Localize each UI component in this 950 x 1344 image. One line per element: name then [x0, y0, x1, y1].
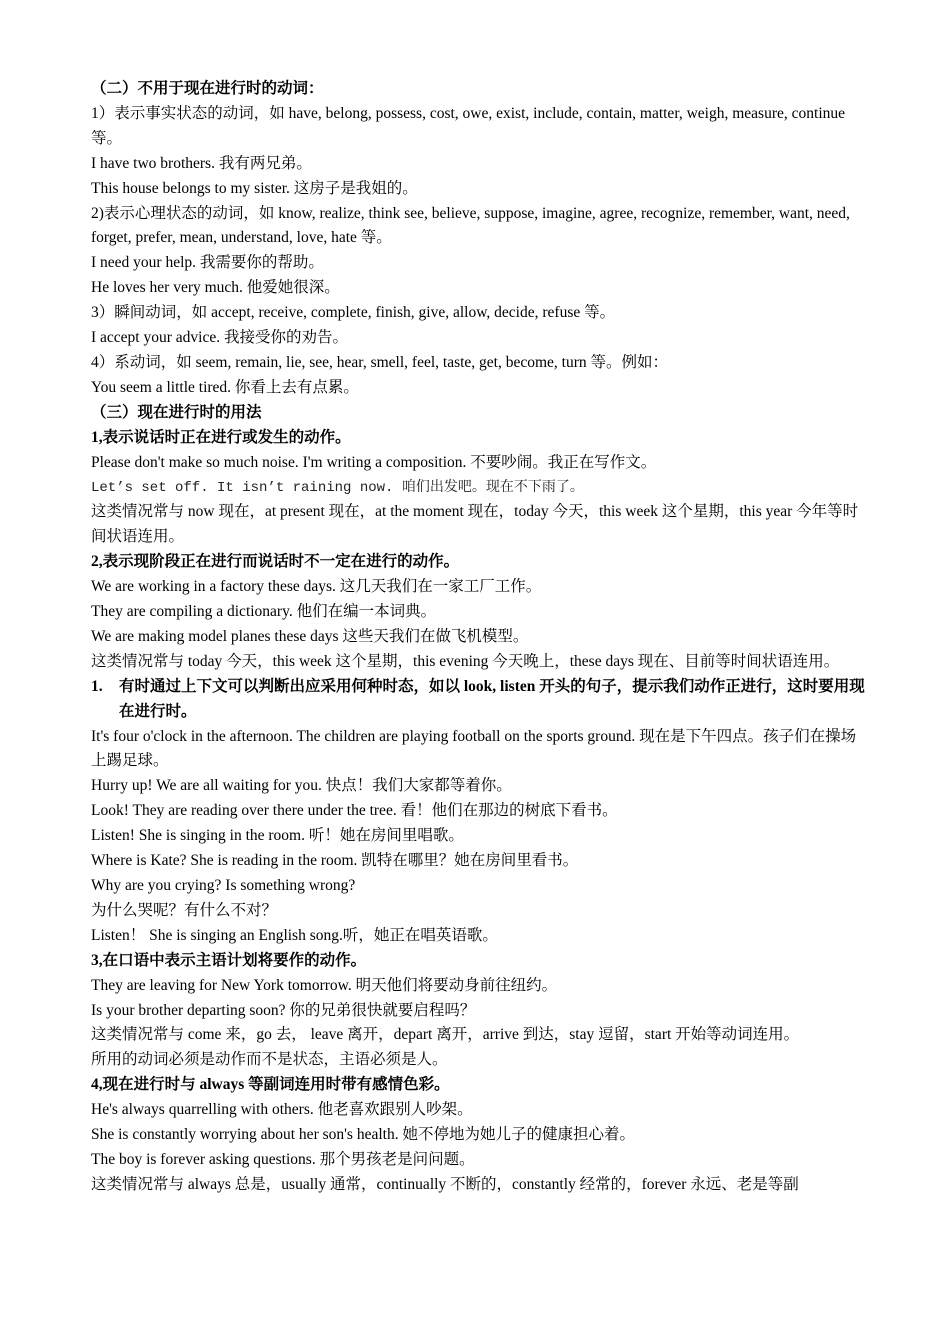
example-sentence: This house belongs to my sister. 这房子是我姐的。	[91, 179, 418, 197]
text-line: 1）表示事实状态的动词，如 have, belong, possess, cost, owe, exist, include, contain, matter, weigh, measure, continue 等。	[91, 104, 845, 147]
numbered-item	[91, 675, 866, 725]
example-sentence: Listen! She is singing in the room. 听！她在房间里唱歌。	[91, 827, 464, 845]
example-sentence: Hurry up! We are all waiting for you. 快点！我们大家都等着你。	[91, 777, 512, 795]
text-line: 所用的动词必须是动作而不是状态，主语必须是人。	[91, 1051, 448, 1069]
usage-heading-1: 1,表示说话时正在进行或发生的动作。	[91, 428, 351, 446]
item-text: 有时通过上下文可以判断出应采用何种时态，如以 look, listen 开头的句子，提示我们动作正进行，这时要用现在进行时。	[119, 677, 865, 720]
usage-heading-4: 4,现在进行时与 always 等副词连用时带有感情色彩。	[91, 1076, 450, 1094]
text-line: 2)表示心理状态的动词，如 know, realize, think see, believe, suppose, imagine, agree, recognize, remember, want, need, forget, prefer, mean, understand, love, hate 等。	[91, 204, 850, 247]
text-line: 3）瞬间动词，如 accept, receive, complete, finish, give, allow, decide, refuse 等。	[91, 304, 616, 322]
example-sentence: They are compiling a dictionary. 他们在编一本词典。	[91, 603, 437, 621]
usage-heading-2: 2,表示现阶段正在进行而说话时不一定在进行的动作。	[91, 553, 460, 571]
example-sentence: Listen！ She is singing an English song.听，她正在唱英语歌。	[91, 926, 498, 944]
example-sentence: Let’s set off. It isn’t raining now. 咱们出发吧。现在不下雨了。	[91, 479, 584, 496]
example-sentence: Please don't make so much noise. I'm writing a composition. 不要吵闹。我正在写作文。	[91, 453, 657, 471]
text-line: 这类情况常与 come 来，go 去， leave 离开，depart 离开，arrive 到达，stay 逗留，start 开始等动词连用。	[91, 1026, 800, 1044]
example-sentence: He's always quarrelling with others. 他老喜欢跟别人吵架。	[91, 1101, 473, 1119]
example-sentence: I have two brothers. 我有两兄弟。	[91, 154, 312, 172]
example-sentence: They are leaving for New York tomorrow. 明天他们将要动身前往纽约。	[91, 976, 558, 994]
item-number: 1.	[91, 677, 103, 695]
example-sentence: Why are you crying? Is something wrong?	[91, 877, 356, 894]
example-sentence: You seem a little tired. 你看上去有点累。	[91, 378, 359, 396]
text-line: 这类情况常与 now 现在，at present 现在，at the moment 现在，today 今天，this week 这个星期，this year 今年等时间状语连用。	[91, 503, 859, 546]
example-sentence: Where is Kate? She is reading in the room. 凯特在哪里？她在房间里看书。	[91, 852, 579, 870]
example-sentence: It's four o'clock in the afternoon. The children are playing football on the sports ground. 现在是下午四点。孩子们在操场上踢足球。	[91, 727, 857, 770]
example-sentence: We are working in a factory these days. 这几天我们在一家工厂工作。	[91, 578, 542, 596]
example-translation: 为什么哭呢？有什么不对？	[91, 901, 278, 919]
text-line: 这类情况常与 today 今天，this week 这个星期，this evening 今天晚上，these days 现在、目前等时间状语连用。	[91, 652, 840, 670]
example-sentence: We are making model planes these days 这些天我们在做飞机模型。	[91, 627, 529, 645]
example-sentence: He loves her very much. 他爱她很深。	[91, 279, 340, 297]
section-heading-3: （三）现在进行时的用法	[91, 403, 262, 421]
example-sentence: She is constantly worrying about her son's health. 她不停地为她儿子的健康担心着。	[91, 1126, 635, 1144]
section-heading-2: （二）不用于现在进行时的动词：	[91, 80, 324, 97]
example-sentence: Look! They are reading over there under the tree. 看！他们在那边的树底下看书。	[91, 802, 618, 820]
text-line: 这类情况常与 always 总是，usually 通常，continually 不断的，constantly 经常的，forever 永远、老是等副	[91, 1175, 799, 1193]
example-sentence: Is your brother departing soon? 你的兄弟很快就要启程吗？	[91, 1001, 476, 1019]
example-sentence: I need your help. 我需要你的帮助。	[91, 254, 324, 272]
text-line: 4）系动词，如 seem, remain, lie, see, hear, smell, feel, taste, get, become, turn 等。例如：	[91, 353, 669, 371]
example-sentence: The boy is forever asking questions. 那个男孩老是问问题。	[91, 1150, 475, 1168]
usage-heading-3: 3,在口语中表示主语计划将要作的动作。	[91, 951, 367, 969]
example-sentence: I accept your advice. 我接受你的劝告。	[91, 329, 348, 347]
document-body	[91, 77, 866, 1198]
